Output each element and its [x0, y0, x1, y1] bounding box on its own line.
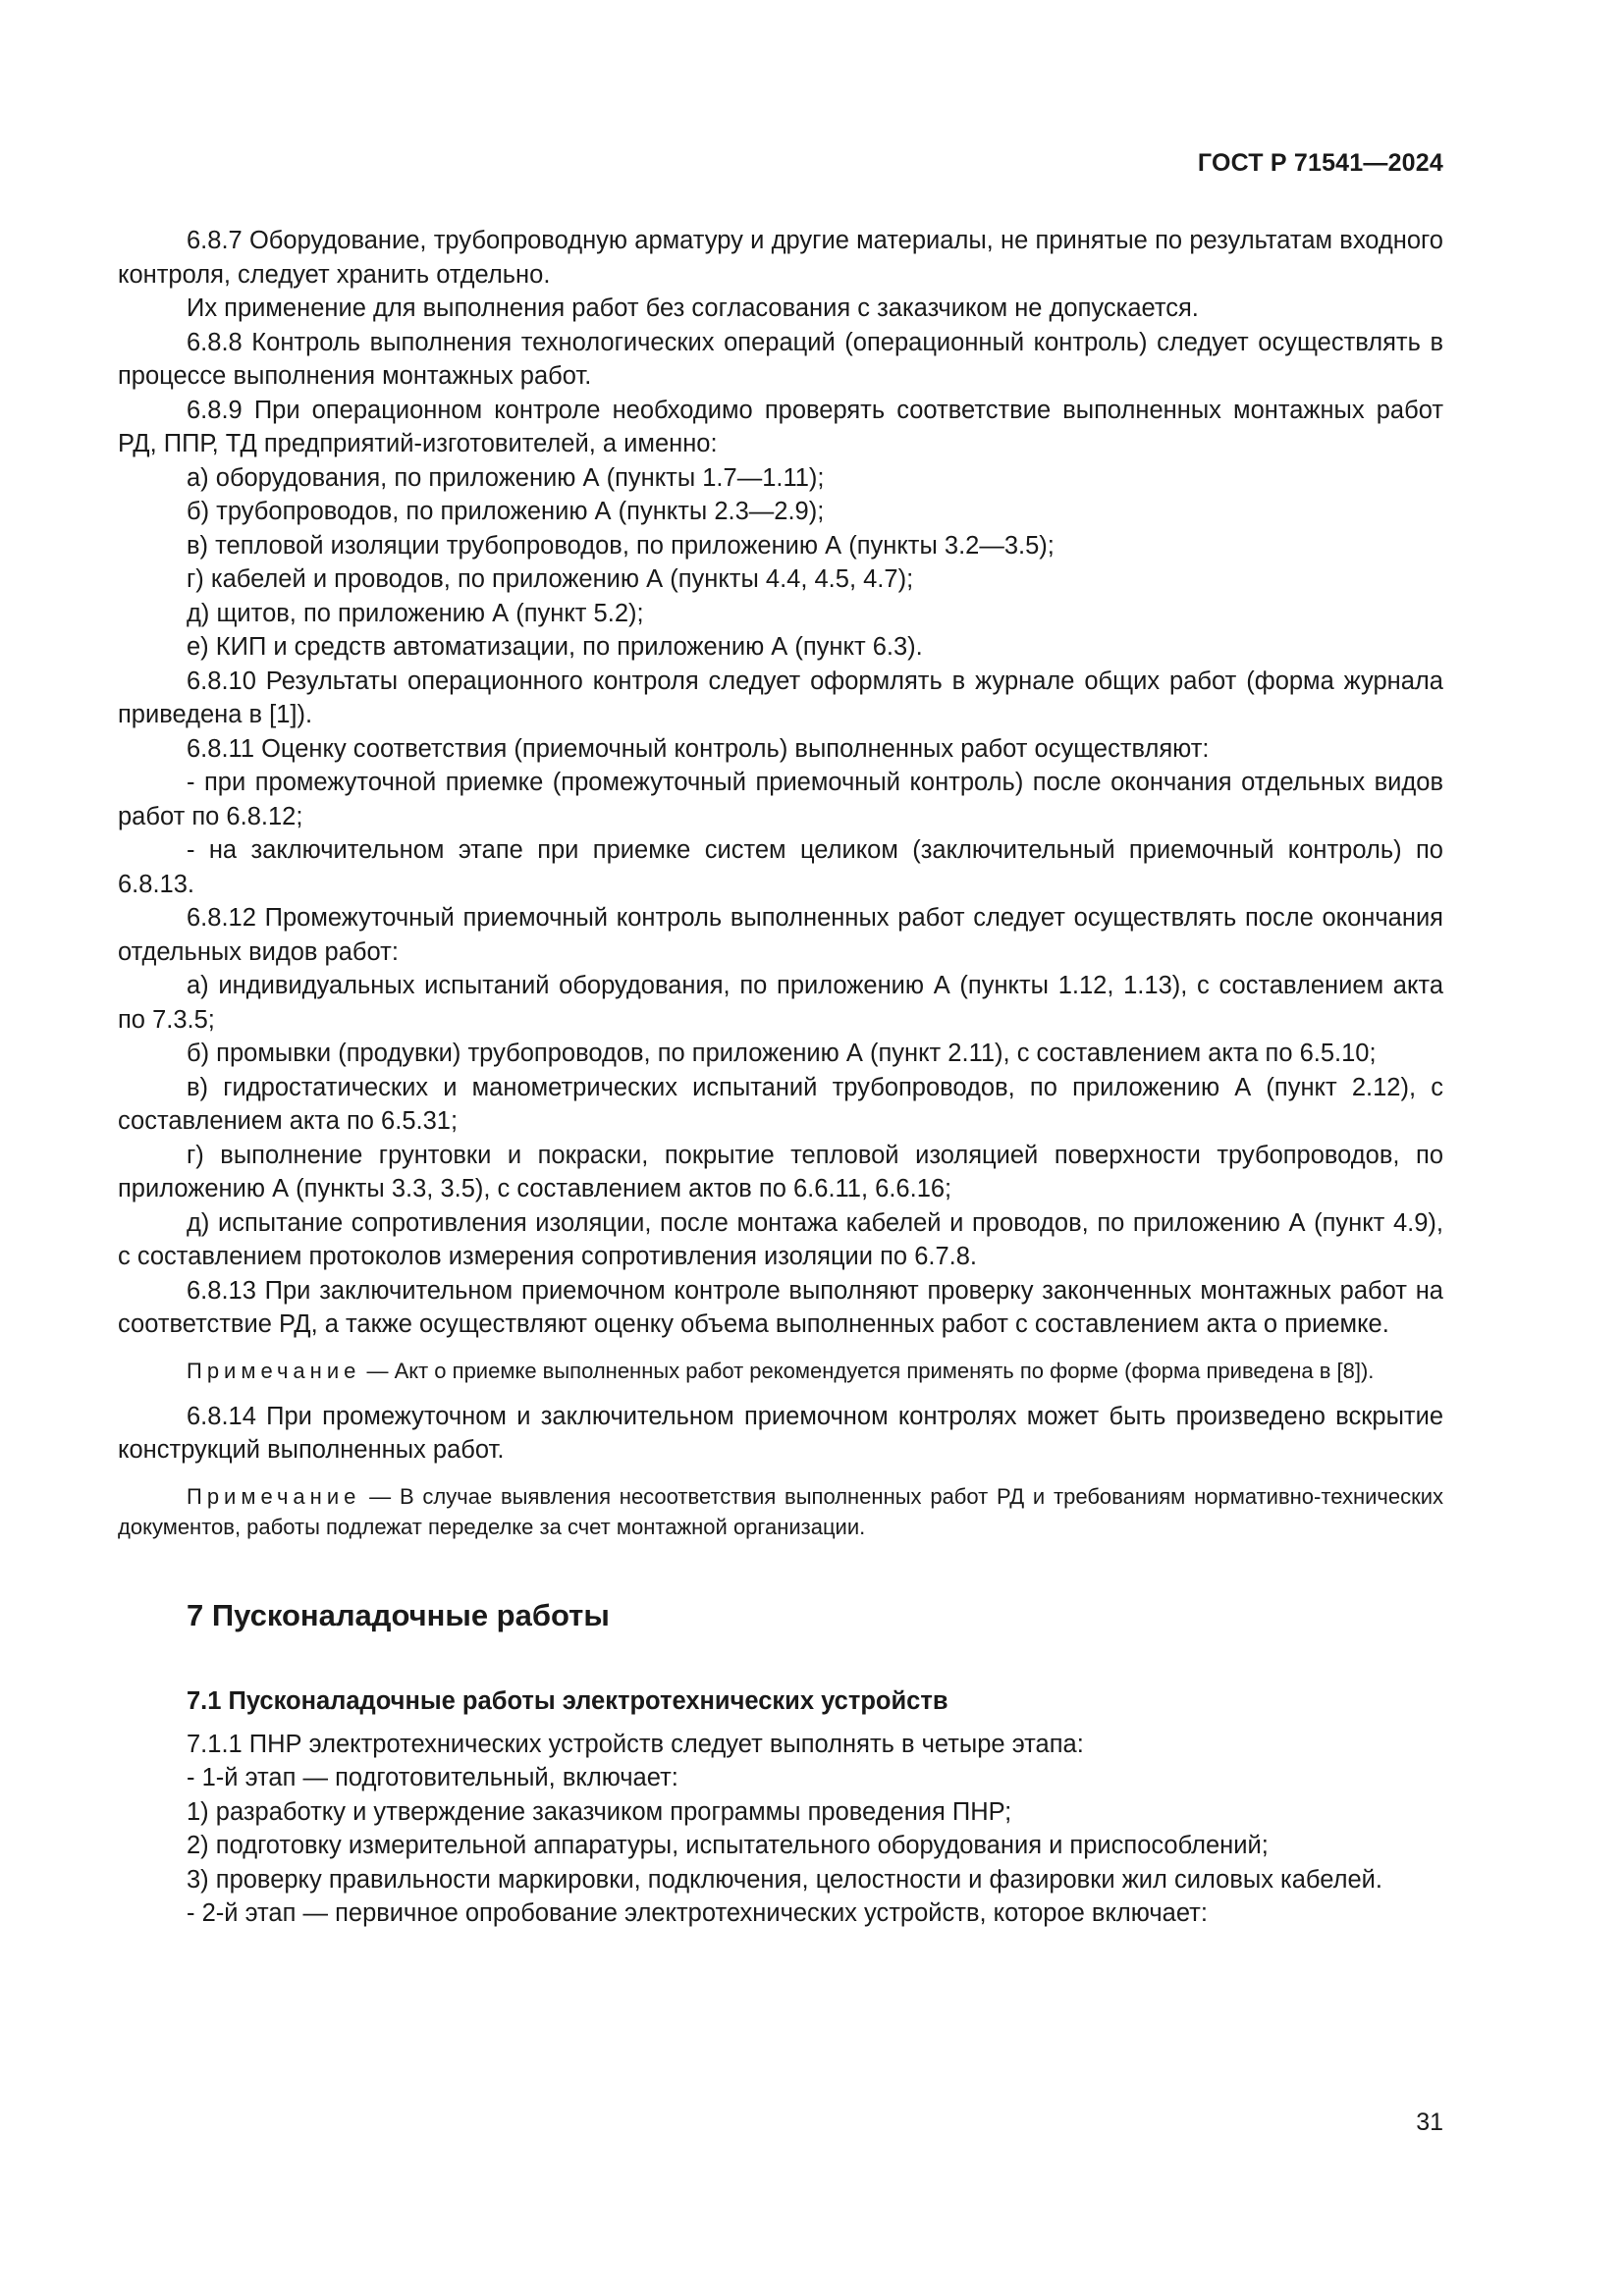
list-item: б) трубопроводов, по приложению А (пункты 2.3—2.9);: [187, 498, 825, 525]
list-item: в) гидростатических и манометрических испытаний трубопроводов, по приложению А (пункт 2.12), с составлением акта по 6.5.31;: [118, 1073, 1443, 1135]
list-item: а) оборудования, по приложению А (пункты 1.7—1.11);: [187, 463, 825, 492]
note: [118, 1481, 1443, 1542]
list-item: г) выполнение грунтовки и покраски, покрытие тепловой изоляцией поверхности трубопроводов, по приложению А (пункты 3.3, 3.5), с составлением актов по 6.6.11, 6.6.16;: [118, 1141, 1443, 1202]
list-item: в) тепловой изоляции трубопроводов, по приложению А (пункты 3.2—3.5);: [187, 531, 1055, 560]
paragraph: 6.8.7 Оборудование, трубопроводную арматуру и другие материалы, не принятые по результатам входного контроля, следует хранить отдельно.: [118, 227, 1443, 289]
list-item: - 2-й этап — первичное опробование электротехнических устройств, которое включает:: [187, 1899, 1208, 1927]
list-item: 2) подготовку измерительной аппаратуры, испытательного оборудования и приспособлений;: [187, 1832, 1269, 1859]
subsection-title: 7.1 Пусконаладочные работы электротехнических устройств: [187, 1686, 948, 1715]
list-item: д) щитов, по приложению А (пункт 5.2);: [187, 599, 644, 627]
paragraph: 6.8.13 При заключительном приемочном контроле выполняют проверку законченных монтажных работ на соответствие РД, а также осуществляют оценку объема выполненных работ с составлением акта о приемке.: [118, 1276, 1443, 1338]
document-body: [118, 224, 1443, 1931]
page-number: 31: [1416, 2109, 1443, 2136]
list-item: 1) разработку и утверждение заказчиком программы проведения ПНР;: [187, 1797, 1012, 1826]
note-label: Примечание: [187, 1483, 361, 1509]
list-item: е) КИП и средств автоматизации, по приложению А (пункт 6.3).: [187, 633, 923, 661]
document-header: ГОСТ Р 71541—2024: [1197, 149, 1443, 177]
section-title: 7 Пусконаладочные работы: [187, 1597, 610, 1632]
paragraph: 7.1.1 ПНР электротехнических устройств следует выполнять в четыре этапа:: [187, 1730, 1084, 1758]
paragraph: 6.8.8 Контроль выполнения технологических операций (операционный контроль) следует осуществлять в процессе выполнения монтажных работ.: [118, 328, 1443, 390]
paragraph: 6.8.10 Результаты операционного контроля следует оформлять в журнале общих работ (форма журнала приведена в [1]).: [118, 667, 1443, 728]
list-item: а) индивидуальных испытаний оборудования, по приложению А (пункты 1.12, 1.13), с составлением акта по 7.3.5;: [118, 972, 1443, 1034]
note-label: Примечание: [187, 1358, 361, 1383]
list-item: д) испытание сопротивления изоляции, после монтажа кабелей и проводов, по приложению А (пункт 4.9), с составлением протоколов измерения сопротивления изоляции по 6.7.8.: [118, 1208, 1443, 1270]
paragraph: 6.8.14 При промежуточном и заключительном приемочном контролях может быть произведено вскрытие конструкций выполненных работ.: [118, 1402, 1443, 1464]
note-text: — В случае выявления несоответствия выполненных работ РД и требованиям нормативно-технических документов, работы подлежат переделке за счет монтажной организации.: [118, 1483, 1443, 1539]
paragraph: Их применение для выполнения работ без согласования с заказчиком не допускается.: [187, 294, 1199, 322]
list-item: г) кабелей и проводов, по приложению А (пункты 4.4, 4.5, 4.7);: [187, 565, 914, 593]
list-item: 3) проверку правильности маркировки, подключения, целостности и фазировки жил силовых кабелей.: [187, 1865, 1382, 1894]
list-item: б) промывки (продувки) трубопроводов, по приложению А (пункт 2.11), с составлением акта по 6.5.10;: [187, 1040, 1377, 1067]
note: [118, 1356, 1443, 1386]
paragraph: 6.8.11 Оценку соответствия (приемочный контроль) выполненных работ осуществляют:: [187, 734, 1210, 763]
list-item: - на заключительном этапе при приемке систем целиком (заключительный приемочный контроль) по 6.8.13.: [118, 836, 1443, 898]
paragraph: 6.8.9 При операционном контроле необходимо проверять соответствие выполненных монтажных работ РД, ППР, ТД предприятий-изготовителей, а именно:: [118, 396, 1443, 457]
list-item: - при промежуточной приемке (промежуточный приемочный контроль) после окончания отдельных видов работ по 6.8.12;: [118, 769, 1443, 830]
note-text: — Акт о приемке выполненных работ рекомендуется применять по форме (форма приведена в [8]).: [360, 1358, 1375, 1383]
paragraph: 6.8.12 Промежуточный приемочный контроль выполненных работ следует осуществлять после окончания отдельных видов работ:: [118, 904, 1443, 966]
list-item: - 1-й этап — подготовительный, включает:: [187, 1764, 678, 1791]
